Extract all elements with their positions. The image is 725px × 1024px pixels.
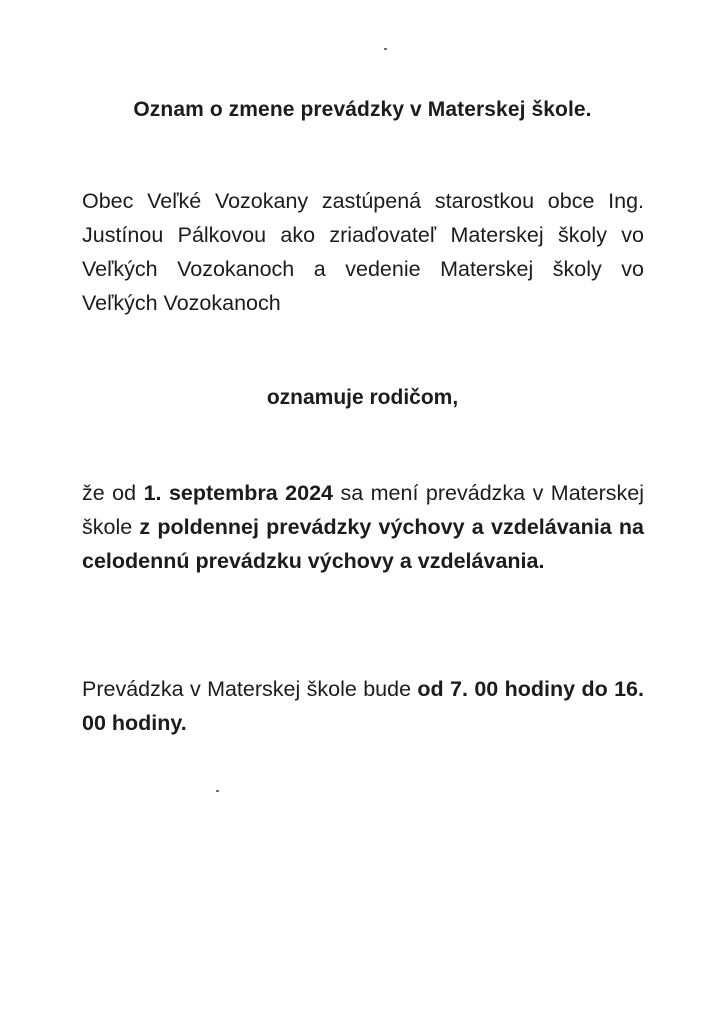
hours-text-start: Prevádzka v Materskej škole bude	[82, 677, 418, 701]
scan-speck	[384, 48, 387, 50]
hours-paragraph	[82, 672, 644, 740]
announcement-heading: oznamuje rodičom,	[266, 386, 459, 409]
hours-time: od 7. 00 hodiny do 16. 00 hodiny.	[82, 677, 644, 735]
change-date: 1. septembra 2024	[143, 481, 333, 505]
change-paragraph	[82, 476, 644, 578]
document-title: Oznam o zmene prevádzky v Materskej škole.	[133, 98, 592, 121]
intro-paragraph: Obec Veľké Vozokany zastúpená starostkou obce Ing. Justínou Pálkovou ako zriaďovateľ Materskej školy vo Veľkých Vozokanoch a vedenie Materskej školy vo Veľkých Vozokanoch	[82, 189, 644, 315]
change-text-start: že od	[82, 481, 144, 505]
change-from-to: z poldennej prevádzky výchovy a vzdelávania na celodennú prevádzku výchovy a vzdelávania.	[82, 515, 645, 573]
scan-speck	[216, 790, 219, 792]
change-text-middle: sa mení prevádzka v Materskej škole	[82, 481, 644, 539]
